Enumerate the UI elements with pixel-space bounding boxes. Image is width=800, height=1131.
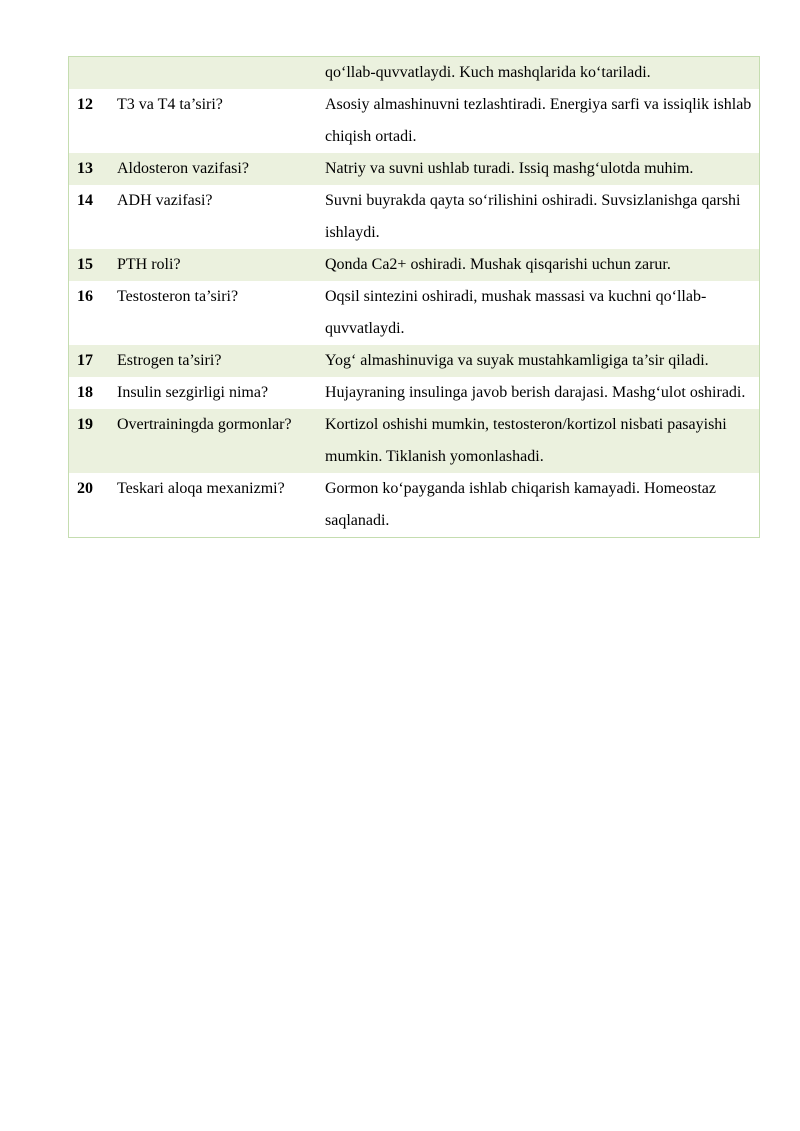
row-number: 20 [69, 473, 114, 538]
row-answer: Kortizol oshishi mumkin, testosteron/kortizol nisbati pasayishi mumkin. Tiklanish yomonlashadi. [321, 409, 760, 473]
row-question: Overtrainingda gormonlar? [113, 409, 321, 473]
row-answer: Suvni buyrakda qayta so‘rilishini oshiradi. Suvsizlanishga qarshi ishlaydi. [321, 185, 760, 249]
row-question: Teskari aloqa mexanizmi? [113, 473, 321, 538]
table-row [69, 153, 760, 185]
table-row [69, 185, 760, 249]
row-question: T3 va T4 ta’siri? [113, 89, 321, 153]
row-answer: Yog‘ almashinuviga va suyak mustahkamligiga ta’sir qiladi. [321, 345, 760, 377]
row-question: Testosteron ta’siri? [113, 281, 321, 345]
row-number: 19 [69, 409, 114, 473]
row-number: 18 [69, 377, 114, 409]
row-answer: Natriy va suvni ushlab turadi. Issiq mashg‘ulotda muhim. [321, 153, 760, 185]
table-row [69, 473, 760, 538]
row-question: Insulin sezgirligi nima? [113, 377, 321, 409]
row-answer: qo‘llab-quvvatlaydi. Kuch mashqlarida ko‘tariladi. [321, 57, 760, 90]
row-answer: Oqsil sintezini oshiradi, mushak massasi va kuchni qo‘llab-quvvatlaydi. [321, 281, 760, 345]
row-question: Estrogen ta’siri? [113, 345, 321, 377]
row-question: ADH vazifasi? [113, 185, 321, 249]
row-number: 13 [69, 153, 114, 185]
row-answer: Qonda Ca2+ oshiradi. Mushak qisqarishi uchun zarur. [321, 249, 760, 281]
table-row [69, 409, 760, 473]
row-number: 15 [69, 249, 114, 281]
row-number [69, 57, 114, 90]
table-row [69, 345, 760, 377]
row-number: 17 [69, 345, 114, 377]
table-row [69, 377, 760, 409]
table-row [69, 281, 760, 345]
qa-table [68, 56, 760, 538]
table-row [69, 249, 760, 281]
row-number: 16 [69, 281, 114, 345]
row-question: Aldosteron vazifasi? [113, 153, 321, 185]
row-answer: Asosiy almashinuvni tezlashtiradi. Energiya sarfi va issiqlik ishlab chiqish ortadi. [321, 89, 760, 153]
row-number: 12 [69, 89, 114, 153]
row-answer: Hujayraning insulinga javob berish darajasi. Mashg‘ulot oshiradi. [321, 377, 760, 409]
table-row [69, 89, 760, 153]
table-row [69, 57, 760, 90]
row-question: PTH roli? [113, 249, 321, 281]
row-question [113, 57, 321, 90]
row-answer: Gormon ko‘payganda ishlab chiqarish kamayadi. Homeostaz saqlanadi. [321, 473, 760, 538]
row-number: 14 [69, 185, 114, 249]
